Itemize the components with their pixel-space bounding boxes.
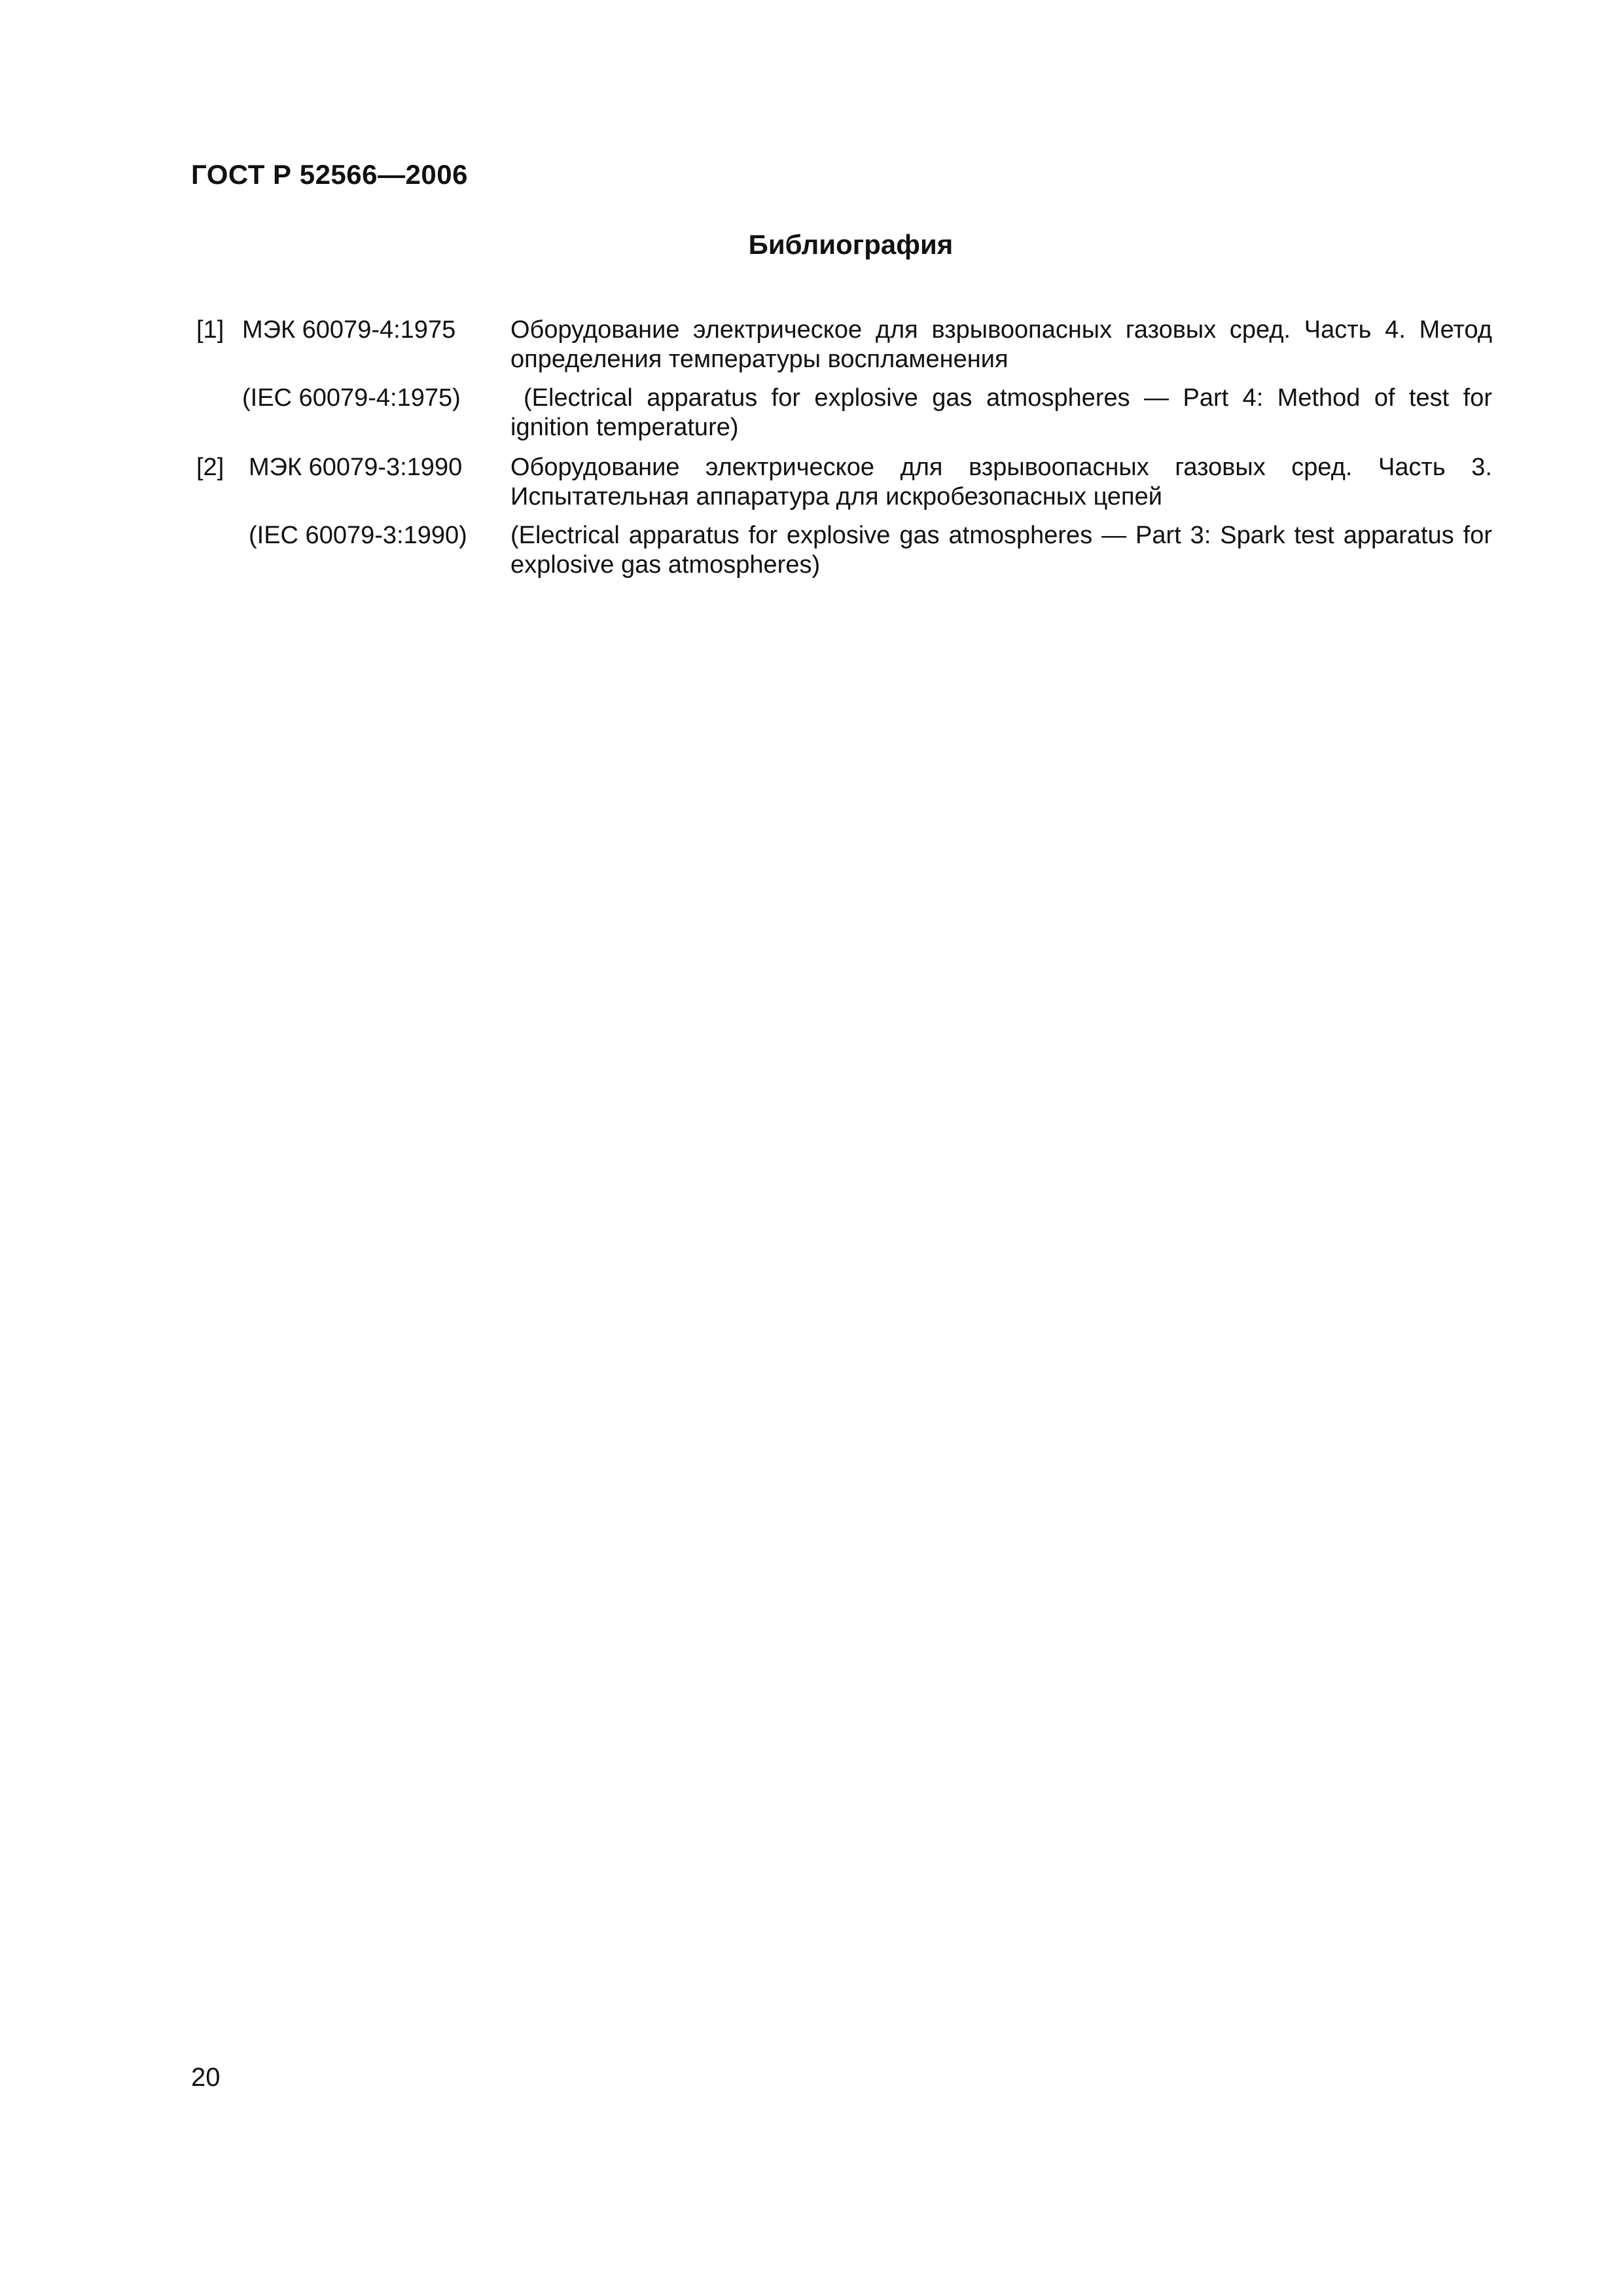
entry-intl-code: (IEC 60079-4:1975)	[242, 384, 461, 412]
entry-code: МЭК 60079-4:1975	[242, 316, 456, 344]
entry-intl-code: (IEC 60079-3:1990)	[249, 522, 467, 549]
entry-intl-title: (Electrical apparatus for explosive gas atmospheres — Part 3: Spark test apparatus for explosive gas atmospheres)	[510, 522, 1492, 579]
entry-code: МЭК 60079-3:1990	[249, 454, 463, 481]
entry-number: [2]	[196, 454, 224, 481]
entry-title: Оборудование электрическое для взрывоопасных газовых сред. Часть 4. Метод определения температуры воспламенения	[510, 316, 1492, 373]
bibliography-entry-1	[196, 315, 1492, 374]
bibliography-entry-2	[196, 453, 1492, 512]
section-title: Библиография	[748, 229, 954, 260]
entry-number: [1]	[196, 316, 224, 344]
bibliography-entry-1-intl	[196, 384, 1492, 442]
entry-intl-title: (Electrical apparatus for explosive gas atmospheres — Part 4: Method of test for ignition temperature)	[510, 384, 1492, 441]
bibliography-list	[196, 315, 1492, 580]
bibliography-entry-2-intl	[196, 521, 1492, 580]
document-code: ГОСТ Р 52566—2006	[191, 159, 468, 190]
entry-title: Оборудование электрическое для взрывоопасных газовых сред. Часть 3. Испытательная аппаратура для искробезопасных цепей	[510, 454, 1492, 511]
page-number: 20	[191, 2063, 221, 2092]
